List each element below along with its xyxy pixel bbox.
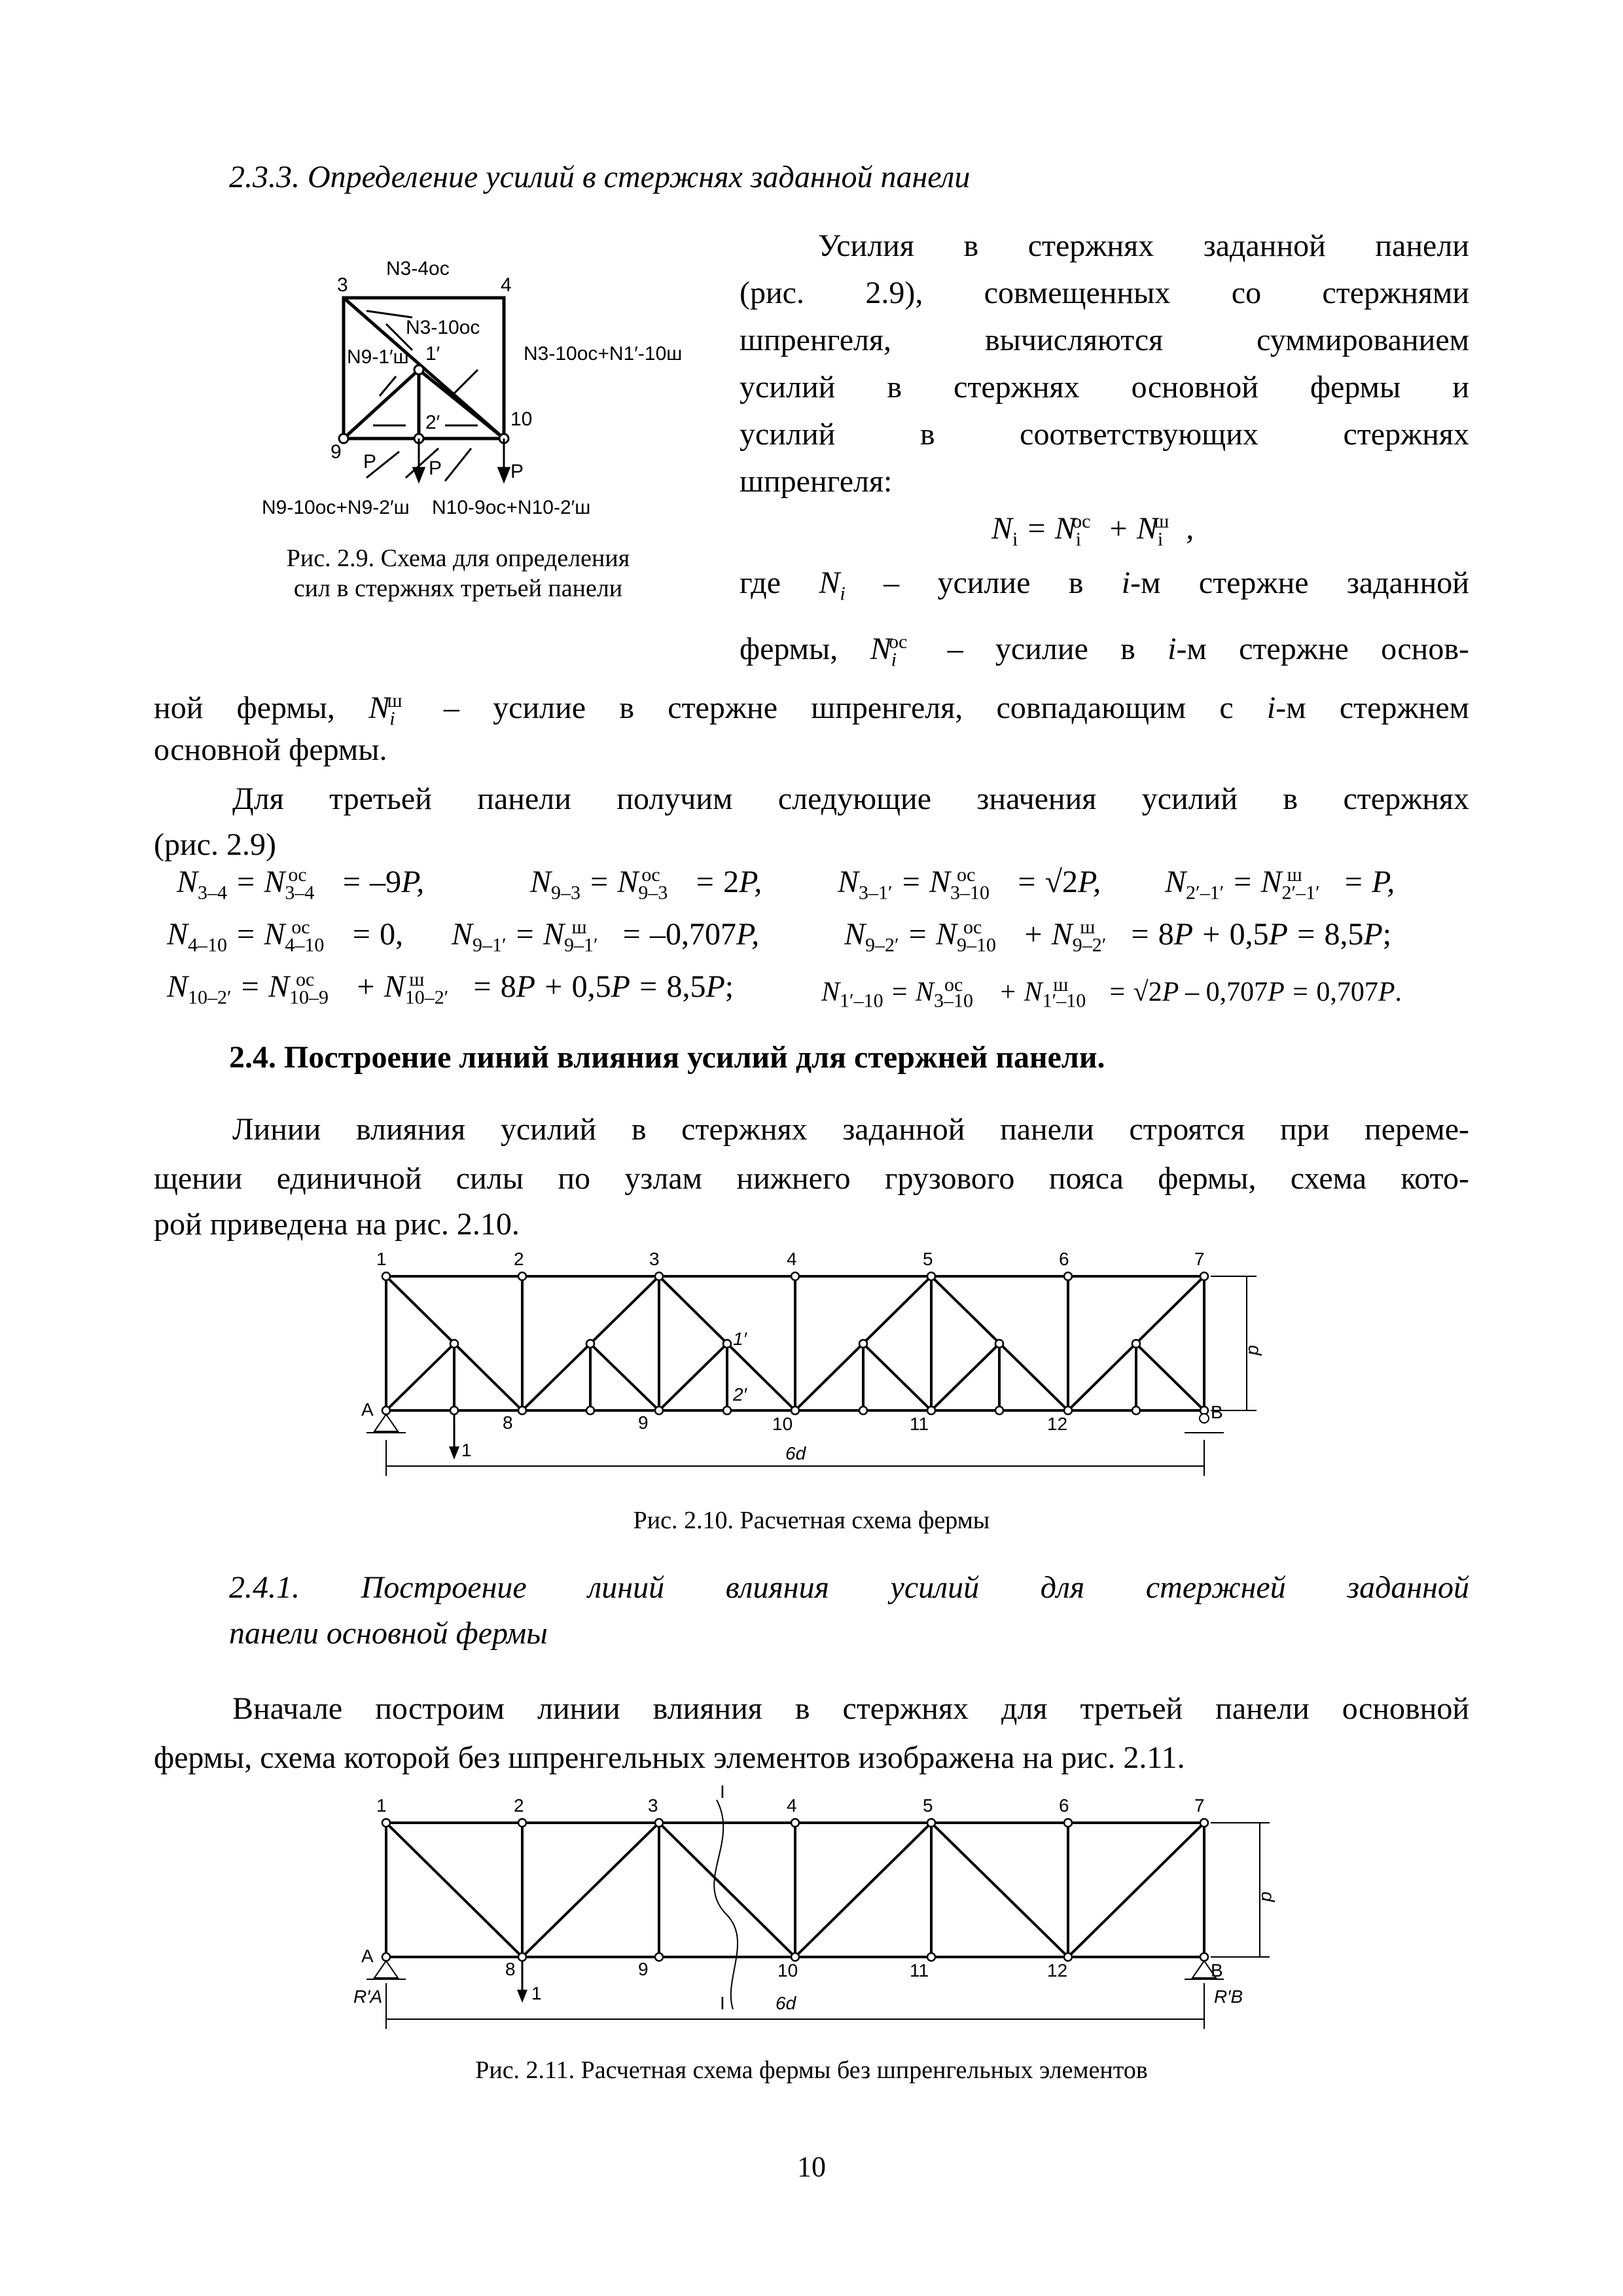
label-p: P xyxy=(429,457,442,479)
node xyxy=(927,1819,935,1827)
node xyxy=(382,1407,390,1414)
node xyxy=(859,1340,867,1348)
bottom-node-label: 9 xyxy=(638,1412,649,1433)
node xyxy=(655,1407,663,1414)
para-line: шпренгеля, вычисляются суммированием xyxy=(740,323,1469,357)
top-node-label: 6 xyxy=(1059,1249,1069,1269)
label-p: P xyxy=(510,461,524,482)
node-1p-label: 1′ xyxy=(733,1329,747,1349)
height-label: d xyxy=(1258,1892,1278,1902)
section-2-4-para-line1: Линии влияния усилий в стержнях заданной панели строятся при переме- xyxy=(232,1112,1469,1147)
top-node-label: 4 xyxy=(787,1249,797,1269)
support-a-label: A xyxy=(361,1946,374,1966)
para-line: шпренгеля: xyxy=(740,464,893,499)
where-line-3: ной фермы, $N_i^ш$ – усилие в стержне шпренгеля, совпадающим с i-м стержнем xyxy=(154,690,1469,730)
member-9-1p xyxy=(344,370,419,439)
node xyxy=(791,1272,799,1280)
fig-2-9-caption-line1: Рис. 2.9. Схема для определения xyxy=(286,545,630,572)
section-label-top: I xyxy=(720,1784,725,1802)
bottom-node-label: 11 xyxy=(910,1960,929,1981)
para-line: (рис. 2.9), совмещенных со стержнями xyxy=(740,276,1469,310)
diagonal xyxy=(795,1823,931,1957)
node xyxy=(1200,1819,1208,1827)
section-cut-line xyxy=(714,1800,738,2009)
support-right-roller xyxy=(1200,1414,1209,1423)
top-node-label: 2 xyxy=(514,1795,524,1816)
force-n3-10: N3-10ос xyxy=(406,317,480,338)
bottom-node-label: 10 xyxy=(777,1960,798,1981)
load-arrowhead xyxy=(499,468,509,481)
para-line: Усилия в стержнях заданной панели xyxy=(818,228,1469,263)
node xyxy=(655,1272,663,1280)
eq-n2p-1p: $N_{2'-1'} = N_{2'-1'}^ш = P$, xyxy=(1165,864,1395,904)
node xyxy=(859,1407,867,1414)
where-line-4: основной фермы. xyxy=(154,732,387,767)
label-1p: 1′ xyxy=(425,343,440,365)
force-n9-10-n9-2p: N9-10ос+N9-2′ш xyxy=(262,497,410,518)
node xyxy=(382,1819,390,1827)
node xyxy=(518,1407,526,1414)
node xyxy=(655,1819,663,1827)
node xyxy=(450,1340,458,1348)
section-2-3-3-title: 2.3.3. Определение усилий в стержнях заданной панели xyxy=(229,160,971,194)
node xyxy=(791,1819,799,1827)
bottom-node-label: 9 xyxy=(638,1959,649,1979)
support-a-label: A xyxy=(361,1399,374,1420)
eq-n9-3: $N_{9-3} = N_{9-3}^{oc} = 2P$, xyxy=(530,864,762,904)
node xyxy=(723,1407,731,1414)
sub-diagonal xyxy=(659,1344,727,1410)
fig-2-9-caption-line2: сил в стержнях третьей панели xyxy=(293,575,623,602)
section-2-4-title: 2.4. Построение линий влияния усилий для стержней панели. xyxy=(229,1040,1105,1075)
next-line-2: (рис. 2.9) xyxy=(154,827,276,862)
bottom-node-label: 8 xyxy=(505,1959,516,1979)
sub-diagonal xyxy=(863,1344,931,1410)
height-label: d xyxy=(1245,1345,1265,1355)
para-line: усилий в стержнях основной фермы и xyxy=(740,370,1469,404)
where-line-1: где $N_i$ – усилие в i-м стержне заданной xyxy=(740,565,1469,605)
support-b-label: B xyxy=(1211,1402,1223,1422)
section-2-4-para-line2: щении единичной силы по узлам нижнего грузового пояса фермы, схема кото- xyxy=(154,1161,1469,1196)
top-node-label: 7 xyxy=(1194,1795,1205,1816)
node xyxy=(382,1953,390,1961)
node-1p xyxy=(414,365,423,374)
node xyxy=(586,1340,594,1348)
reaction-a-label: R′A xyxy=(353,1986,383,2007)
diagonal xyxy=(931,1823,1068,1957)
arrow-n1p-10 xyxy=(452,370,478,396)
eq-n3-1p: $N_{3-1'} = N_{3-10}^{oc} = √2P$, xyxy=(838,864,1101,904)
node xyxy=(518,1953,526,1961)
eq-n10-2p: $N_{10-2'} = N_{10-9}^{oc} + N_{10-2'}^ш = 8P + 0,5P = 8,5P$; xyxy=(167,969,734,1009)
support-left xyxy=(374,1961,398,1978)
node xyxy=(723,1340,731,1348)
span-label: 6d xyxy=(785,1443,806,1463)
span-label: 6d xyxy=(776,1993,796,2013)
node xyxy=(995,1340,1003,1348)
sub-diagonal xyxy=(386,1344,454,1410)
top-node-label: 6 xyxy=(1059,1795,1069,1816)
node xyxy=(450,1407,458,1414)
fig-2-11-diagram xyxy=(340,1784,1322,2058)
fig-2-10-caption: Рис. 2.10. Расчетная схема фермы xyxy=(633,1507,990,1534)
node xyxy=(927,1272,935,1280)
fig-2-11-caption: Рис. 2.11. Расчетная схема фермы без шпренгельных элементов xyxy=(475,2056,1148,2084)
section-2-4-1-para-line1: Вначале построим линии влияния в стержнях для третьей панели основной xyxy=(232,1691,1469,1726)
diagonal xyxy=(386,1823,522,1957)
next-line-1: Для третьей панели получим следующие значения усилий в стержнях xyxy=(232,781,1469,816)
intro-paragraph xyxy=(740,223,1469,505)
section-2-4-1-title-line2: панели основной фермы xyxy=(229,1616,548,1651)
bottom-node-label: 10 xyxy=(772,1414,793,1434)
top-node-label: 5 xyxy=(923,1249,933,1269)
section-2-4-1-title-line1: 2.4.1. Построение линий влияния усилий для стержней заданной xyxy=(229,1570,1469,1605)
unit-load-label: 1 xyxy=(531,1983,542,2003)
node-2p-label: 2′ xyxy=(733,1384,747,1405)
section-2-4-para-line3: рой приведена на рис. 2.10. xyxy=(154,1207,520,1242)
support-b-label: B xyxy=(1211,1960,1223,1981)
top-node-label: 3 xyxy=(648,1795,658,1816)
eq-n3-4: $N_{3-4} = N_{3-4}^{oc} = -9P$, xyxy=(177,864,425,904)
top-node-label: 3 xyxy=(649,1249,660,1269)
top-node-label: 1 xyxy=(376,1249,387,1269)
node xyxy=(995,1407,1003,1414)
fig-2-10-diagram xyxy=(340,1247,1322,1509)
node xyxy=(1064,1819,1072,1827)
diagonal xyxy=(1068,1823,1204,1957)
force-n9-1p: N9-1′ш xyxy=(347,346,409,368)
eq-n4-10: $N_{4-10} = N_{4-10}^{oc} = 0$, xyxy=(167,916,404,956)
node xyxy=(382,1272,390,1280)
label-3: 3 xyxy=(337,274,348,296)
para-line: усилий в соответствующих стержнях xyxy=(740,417,1469,452)
support-left xyxy=(374,1414,398,1431)
force-n10-9-n10-2p: N10-9ос+N10-2′ш xyxy=(432,497,591,518)
label-p: P xyxy=(363,451,377,473)
bottom-node-label: 11 xyxy=(910,1414,929,1434)
diagonal xyxy=(659,1823,795,1957)
bottom-node-label: 8 xyxy=(503,1412,513,1433)
node xyxy=(518,1819,526,1827)
label-4: 4 xyxy=(501,274,512,296)
unit-load-arrowhead xyxy=(517,1990,527,2003)
force-n3-10-n1p-10: N3-10ос+N1′-10ш xyxy=(524,343,683,365)
sub-diagonal xyxy=(590,1344,659,1410)
top-node-label: 5 xyxy=(923,1795,933,1816)
top-node-label: 7 xyxy=(1194,1249,1205,1269)
fig-2-9-caption xyxy=(203,543,713,603)
node xyxy=(1064,1272,1072,1280)
formula-main: $N_i = N_i^{oc} + N_i^ш$ , xyxy=(991,511,1194,550)
eq-n9-1p: $N_{9-1'} = N_{9-1'}^ш = -0,707P$, xyxy=(452,916,760,956)
eq-n1p-10: $N_{1'-10} = N_{3-10}^{oc} + N_{1'-10}^ш = √2P - 0,707P = 0,707P$. xyxy=(821,974,1402,1012)
fig-2-9-diagram xyxy=(216,252,707,547)
label-10: 10 xyxy=(510,408,533,430)
node xyxy=(518,1272,526,1280)
node xyxy=(1200,1953,1208,1961)
section-label-bottom: I xyxy=(720,1993,725,2013)
top-node-label: 1 xyxy=(376,1795,387,1816)
node xyxy=(1132,1340,1140,1348)
node xyxy=(1200,1272,1208,1280)
diagonal xyxy=(522,1823,659,1957)
section-2-4-1-para-line2: фермы, схема которой без шпренгельных элементов изображена на рис. 2.11. xyxy=(154,1740,1185,1775)
node xyxy=(655,1953,663,1961)
label-9: 9 xyxy=(330,441,342,463)
unit-load-arrowhead xyxy=(449,1446,459,1460)
where-line-2: фермы, $N_i^{oc}$ – усилие в i-м стержне основ- xyxy=(740,631,1469,671)
top-node-label: 4 xyxy=(787,1795,797,1816)
leader-line xyxy=(445,448,471,481)
force-n3-4: N3-4ос xyxy=(386,258,450,279)
bottom-node-label: 12 xyxy=(1047,1960,1068,1981)
top-node-label: 2 xyxy=(514,1249,524,1269)
node xyxy=(586,1407,594,1414)
eq-n9-2p: $N_{9-2'} = N_{9-10}^{oc} + N_{9-2'}^ш = 8P + 0,5P = 8,5P$; xyxy=(844,916,1392,956)
sub-diagonal xyxy=(931,1344,999,1410)
node xyxy=(1132,1407,1140,1414)
bottom-node-label: 12 xyxy=(1047,1414,1068,1434)
sub-diagonal xyxy=(1136,1344,1204,1410)
unit-load-label: 1 xyxy=(461,1440,472,1460)
page-number: 10 xyxy=(797,2151,826,2183)
reaction-b-label: R′B xyxy=(1214,1986,1243,2007)
label-2p: 2′ xyxy=(425,412,440,433)
